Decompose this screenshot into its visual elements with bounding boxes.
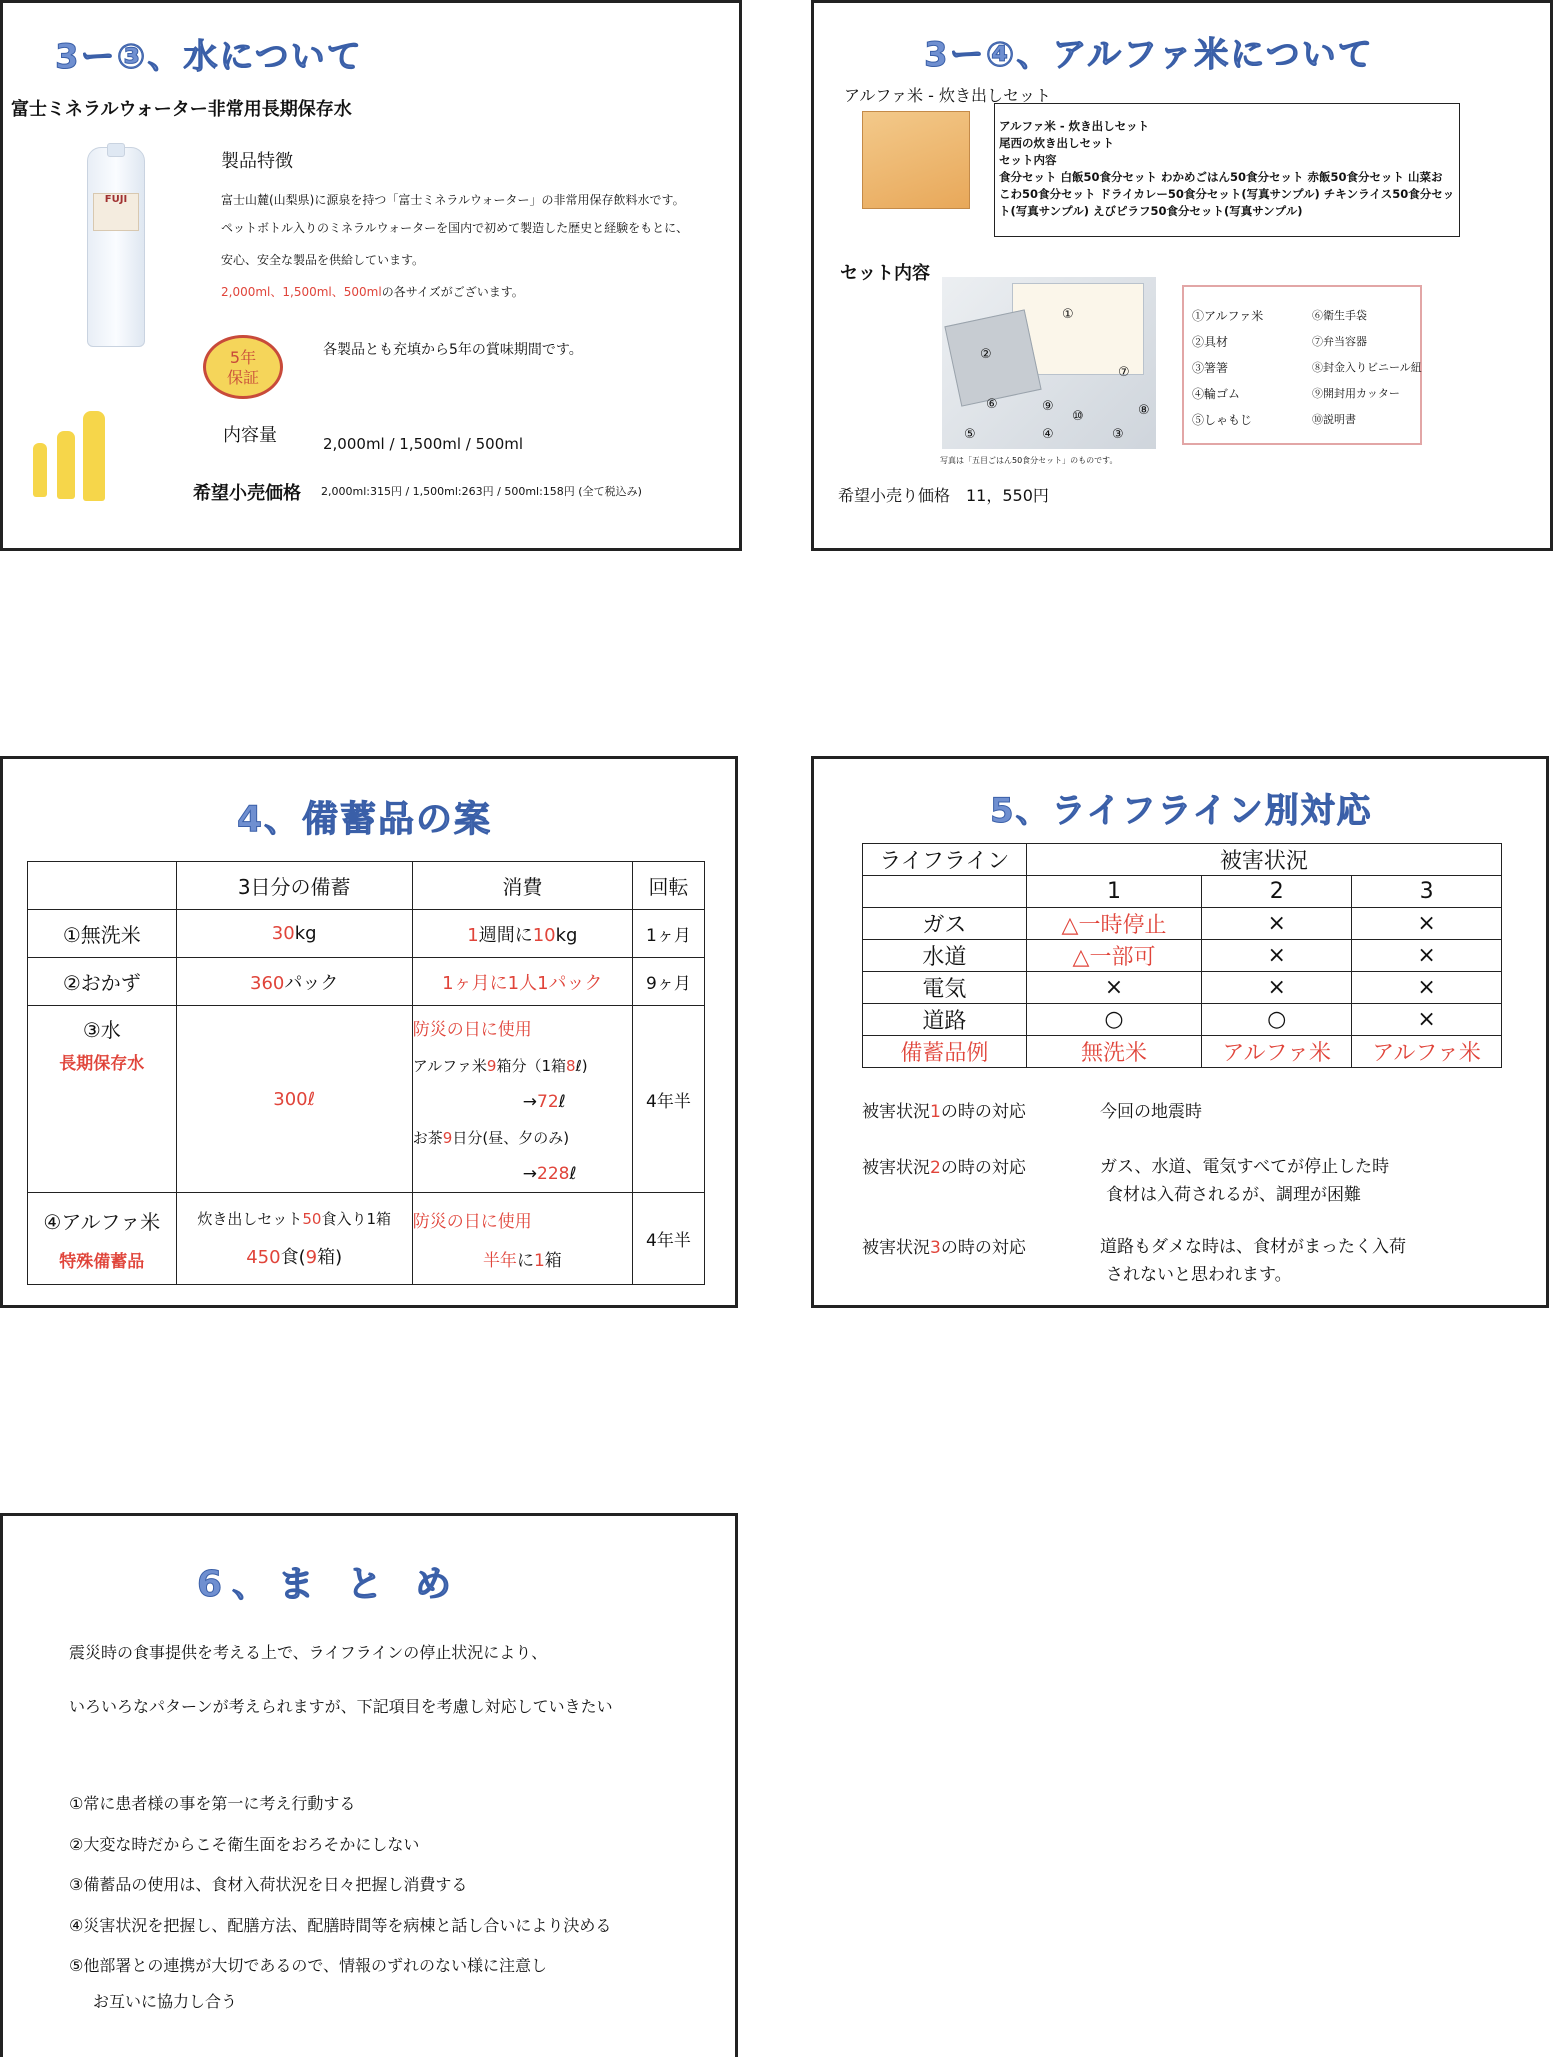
legend-item: ⑧封金入りビニール紐 — [1312, 361, 1422, 374]
header-cell — [28, 862, 177, 910]
line: 食材は入荷されるが、調理が困難 — [1106, 1185, 1361, 1205]
consumption-cell — [412, 910, 632, 958]
response-text — [1100, 1153, 1389, 1209]
photo-marker: ③ — [1112, 427, 1124, 442]
item-name: ②おかず — [28, 958, 177, 1006]
stock-cell — [176, 1193, 412, 1285]
text: 食( — [280, 1247, 306, 1268]
num: 8 — [565, 1057, 576, 1075]
stock-cell: 300ℓ — [176, 1006, 412, 1193]
text: 箱 — [544, 1250, 562, 1271]
description-line-1: 富士山麓(山梨県)に源泉を持つ「富士ミネラルウォーター」の非常用保存飲料水です。 — [221, 193, 685, 207]
text: → — [522, 1164, 538, 1184]
level-cell: 3 — [1352, 876, 1502, 908]
header-cell: ライフライン — [863, 844, 1027, 876]
capacity-label: 内容量 — [223, 425, 277, 446]
num: 50 — [302, 1210, 322, 1228]
text: 週間に — [478, 924, 533, 946]
summary-points — [69, 1784, 611, 2017]
rotation-cell: 4年半 — [632, 1006, 704, 1193]
slide-title: 4、備蓄品の案 — [237, 799, 493, 840]
item-sub: 長期保存水 — [59, 1054, 145, 1074]
num: 10 — [532, 924, 556, 946]
item-name: ③水 — [82, 1018, 121, 1042]
slide-stockpile-plan — [0, 756, 738, 1308]
legend-item: ②具材 — [1192, 335, 1229, 349]
slide-water — [0, 0, 742, 551]
photo-marker: ⑦ — [1118, 365, 1130, 380]
status-cell: × — [1352, 940, 1502, 972]
num: 72 — [537, 1092, 559, 1112]
line: されないと思われます。 — [1106, 1265, 1292, 1285]
text: 被害状況 — [862, 1238, 930, 1258]
stock-unit: kg — [294, 923, 317, 944]
status-cell: ○ — [1202, 1004, 1352, 1036]
summary-point-continuation: お互いに協力し合う — [93, 1991, 238, 2011]
lifeline-name: ガス — [863, 908, 1027, 940]
photo-marker: ⑨ — [1042, 399, 1054, 414]
status-cell: × — [1352, 1004, 1502, 1036]
consumption-cell: 1ヶ月に1人1パック — [412, 958, 632, 1006]
slide-lifeline-response — [811, 756, 1549, 1308]
stock-example: アルファ米 — [1202, 1036, 1352, 1068]
info-line: セット内容 — [999, 153, 1057, 167]
usage-note: 防災の日に使用 — [412, 1020, 532, 1040]
status-cell: × — [1352, 908, 1502, 940]
legend-item: ⑨開封用カッター — [1312, 387, 1400, 400]
info-line: アルファ米 - 炊き出しセット — [999, 119, 1150, 133]
text: 食入り1箱 — [321, 1210, 391, 1228]
table-row — [28, 958, 705, 1006]
set-contents-photo — [942, 277, 1156, 449]
response-note-1 — [862, 1097, 1026, 1122]
item-name: ④アルファ米 — [43, 1209, 161, 1234]
slide-title: 5、ライフライン別対応 — [990, 791, 1373, 831]
intro-line: 震災時の食事提供を考える上で、ライフラインの停止状況により、 — [69, 1643, 548, 1662]
description-line-3: 安心、安全な製品を供給しています。 — [221, 253, 425, 267]
table-header-row — [863, 844, 1502, 876]
stock-example: アルファ米 — [1352, 1036, 1502, 1068]
num: 9 — [486, 1057, 497, 1075]
rice-box-image — [862, 111, 970, 209]
response-text — [1100, 1233, 1406, 1289]
text: 箱) — [317, 1247, 343, 1268]
price-text: 希望小売り価格 11，550円 — [838, 486, 1049, 505]
num: 9 — [305, 1247, 318, 1268]
num: 228 — [537, 1164, 570, 1184]
info-line: ト(写真サンプル) えびピラフ50食分セット(写真サンプル) — [999, 204, 1303, 218]
guarantee-badge — [203, 335, 283, 399]
legend-item: ⑦弁当容器 — [1312, 335, 1367, 348]
num: 9 — [442, 1129, 453, 1147]
text: 箱分（1箱 — [496, 1057, 566, 1075]
legend-item: ④輪ゴム — [1192, 387, 1241, 401]
line: ガス、水道、電気すべてが停止した時 — [1100, 1157, 1390, 1177]
header-cell: 3日分の備蓄 — [176, 862, 412, 910]
photo-marker: ① — [1062, 307, 1074, 322]
slide-summary — [0, 1513, 738, 2057]
photo-marker: ⑩ — [1072, 409, 1084, 424]
text: ℓ) — [575, 1057, 588, 1075]
status-cell: × — [1202, 940, 1352, 972]
num: 1 — [467, 924, 479, 946]
summary-point: ②大変な時だからこそ衛生面をおろそかにしない — [69, 1834, 420, 1854]
sizes-rest: の各サイズがございます。 — [381, 285, 524, 299]
set-contents-heading: セット内容 — [840, 263, 930, 284]
usage-note: 防災の日に使用 — [412, 1211, 532, 1232]
product-name: 富士ミネラルウォーター非常用長期保存水 — [11, 99, 352, 120]
table-row — [28, 1193, 705, 1285]
legend-item: ⑩説明書 — [1312, 413, 1356, 426]
lifeline-name: 道路 — [863, 1004, 1027, 1036]
text: 日分(昼、夕のみ) — [452, 1129, 570, 1147]
stock-cell — [176, 910, 412, 958]
text: の時の対応 — [940, 1238, 1026, 1258]
photo-marker: ⑤ — [964, 427, 976, 442]
consumption-cell — [412, 1006, 632, 1193]
legend-item: ⑥衛生手袋 — [1312, 309, 1367, 322]
intro-line: いろいろなパターンが考えられますが、下記項目を考慮し対応していきたい — [69, 1697, 613, 1716]
line: 道路もダメな時は、食材がまったく入荷 — [1100, 1237, 1406, 1257]
header-cell: 被害状況 — [1026, 844, 1501, 876]
header-cell: 回転 — [632, 862, 704, 910]
summary-point: ⑤他部署との連携が大切であるので、情報のずれのない様に注意し — [69, 1956, 548, 1975]
sizes-red: 2,000ml、1,500ml、500ml — [221, 285, 382, 299]
rotation-cell: 4年半 — [632, 1193, 704, 1285]
text: パック — [284, 972, 339, 994]
response-note-3 — [862, 1233, 1026, 1258]
text: の時の対応 — [940, 1102, 1026, 1122]
lifeline-table — [862, 843, 1502, 1068]
num: 2 — [930, 1158, 941, 1178]
status-cell: × — [1202, 972, 1352, 1004]
text: に — [516, 1250, 534, 1271]
shelf-life-text: 各製品とも充填から5年の賞味期間です。 — [323, 342, 583, 358]
rotation-cell: 1ヶ月 — [632, 910, 704, 958]
legend-item: ①アルファ米 — [1192, 309, 1264, 323]
response-note-2 — [862, 1153, 1026, 1178]
product-subtitle: アルファ米 - 炊き出しセット — [844, 86, 1051, 105]
text: → — [522, 1092, 538, 1112]
text: 被害状況 — [862, 1158, 930, 1178]
rotation-cell: 9ヶ月 — [632, 958, 704, 1006]
status-cell: × — [1352, 972, 1502, 1004]
text: アルファ米 — [412, 1057, 487, 1075]
photo-marker: ④ — [1042, 427, 1054, 442]
features-heading: 製品特徴 — [221, 151, 293, 172]
photo-marker: ⑧ — [1138, 403, 1150, 418]
num: 半年 — [482, 1250, 517, 1271]
info-line: 尾西の炊き出しセット — [999, 136, 1114, 150]
text: 炊き出しセット — [197, 1210, 303, 1228]
header-cell: 消費 — [412, 862, 632, 910]
bottle-label: FUJI — [93, 193, 139, 231]
badge-line-1: 5年 — [229, 348, 257, 367]
text: 被害状況 — [862, 1102, 930, 1122]
item-name-cell — [28, 1006, 177, 1193]
slide-title: 3ー④、アルファ米について — [924, 35, 1374, 75]
sizes-line — [221, 283, 524, 300]
legend-item: ③箸箸 — [1192, 361, 1229, 375]
photo-marker: ⑥ — [986, 397, 998, 412]
info-line: こわ50食分セット ドライカレー50食分セット(写真サンプル) チキンライス50食分セッ — [999, 187, 1455, 201]
table-row — [28, 1006, 705, 1193]
num: 1 — [533, 1250, 545, 1271]
status-cell: △一時停止 — [1026, 908, 1202, 940]
badge-line-2: 保証 — [226, 368, 259, 387]
capacity-value: 2,000ml / 1,500ml / 500ml — [323, 435, 524, 453]
table-row — [863, 1036, 1502, 1068]
consumption-cell — [412, 1193, 632, 1285]
text: お茶 — [412, 1129, 443, 1147]
status-cell: ○ — [1026, 1004, 1202, 1036]
table-row — [863, 876, 1502, 908]
table-header-row — [28, 862, 705, 910]
table-row — [863, 940, 1502, 972]
num: 450 — [246, 1247, 281, 1268]
text: ℓ — [569, 1164, 577, 1184]
text: の時の対応 — [940, 1158, 1026, 1178]
lifeline-name: 電気 — [863, 972, 1027, 1004]
photo-caption: 写真は「五目ごはん50食分セット」のものです。 — [940, 456, 1118, 465]
stock-cell — [176, 958, 412, 1006]
text: ℓ — [558, 1092, 566, 1112]
status-cell: × — [1202, 908, 1352, 940]
contents-legend — [1182, 285, 1422, 445]
slide-alpha-rice — [811, 0, 1553, 551]
table-row — [28, 910, 705, 958]
status-cell: × — [1026, 972, 1202, 1004]
num: 360 — [250, 972, 285, 994]
text: kg — [555, 924, 578, 946]
slide-title: 3ー③、水について — [55, 37, 363, 77]
item-sub: 特殊備蓄品 — [59, 1251, 145, 1272]
product-info-box — [994, 103, 1460, 237]
price-value: 2,000ml:315円 / 1,500ml:263円 / 500ml:158円 (全て税込み) — [321, 485, 642, 498]
slide-title: 6、ま と め — [197, 1564, 462, 1605]
summary-point: ①常に患者様の事を第一に考え行動する — [69, 1794, 356, 1813]
stock-example-label: 備蓄品例 — [863, 1036, 1027, 1068]
stock-amount: 30 — [271, 923, 295, 944]
item-name: ①無洗米 — [28, 910, 177, 958]
table-row — [863, 972, 1502, 1004]
response-text: 今回の地震時 — [1100, 1102, 1202, 1122]
item-name-cell — [28, 1193, 177, 1285]
level-cell: 2 — [1202, 876, 1352, 908]
description-line-2: ペットボトル入りのミネラルウォーターを国内で初めて製造した歴史と経験をもとに、 — [221, 221, 689, 235]
table-row — [863, 1004, 1502, 1036]
price-label: 希望小売価格 — [193, 483, 301, 504]
table-row — [863, 908, 1502, 940]
info-line: 食分セット 白飯50食分セット わかめごはん50食分セット 赤飯50食分セット 山菜お — [999, 170, 1443, 184]
stockpile-table — [27, 861, 705, 1285]
photo-marker: ② — [980, 347, 992, 362]
legend-item: ⑤しゃもじ — [1192, 413, 1253, 427]
level-cell: 1 — [1026, 876, 1202, 908]
lifeline-name: 水道 — [863, 940, 1027, 972]
status-cell: △一部可 — [1026, 940, 1202, 972]
summary-point: ④災害状況を把握し、配膳方法、配膳時間等を病棟と話し合いにより決める — [69, 1915, 612, 1935]
summary-point: ③備蓄品の使用は、食材入荷状況を日々把握し消費する — [69, 1875, 468, 1894]
stock-example: 無洗米 — [1026, 1036, 1202, 1068]
num: 1 — [930, 1102, 941, 1122]
num: 3 — [930, 1238, 941, 1258]
